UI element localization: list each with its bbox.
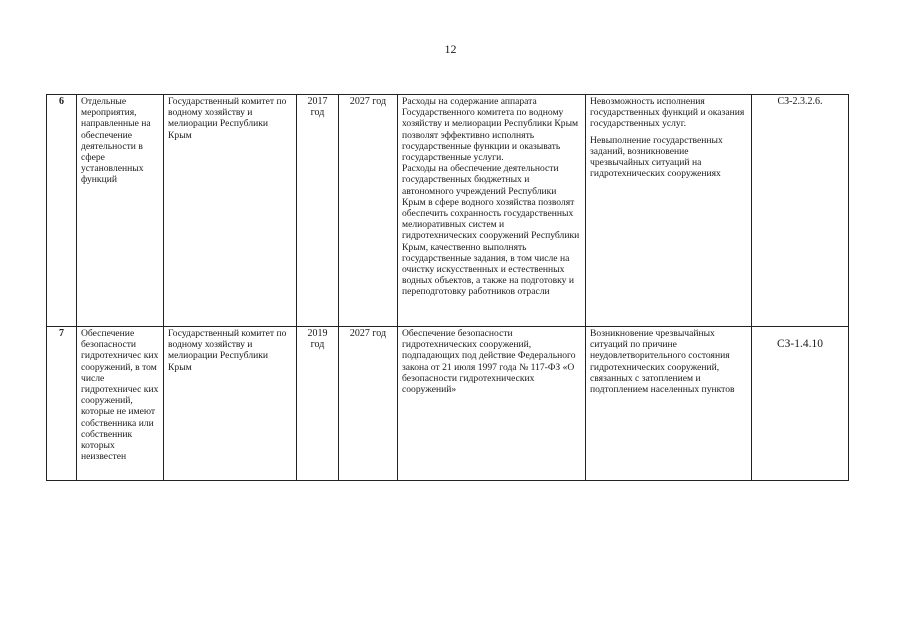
measure-name: Обеспечение безопасности гидротехничес ких сооружений, в том числе гидротехничес ких сооружений, которые не имеют собственника или собственник которых неизвестен [77, 327, 164, 481]
end-year: 2027 год [339, 95, 398, 327]
executor: Государственный комитет по водному хозяйству и мелиорации Республики Крым [164, 95, 297, 327]
table-row [47, 327, 849, 481]
executor: Государственный комитет по водному хозяйству и мелиорации Республики Крым [164, 327, 297, 481]
consequence-text: Возникновение чрезвычайных ситуаций по причине неудовлетворительного состояния гидротехнических сооружений, связанных с затоплением и подтоплением населенных пунктов [590, 328, 735, 396]
consequences [586, 327, 752, 481]
consequence-text: Невозможность исполнения государственных функций и оказания государственных услуг. [590, 96, 745, 130]
row-number: 6 [47, 95, 77, 327]
table-row [47, 95, 849, 327]
page-number: 12 [444, 42, 457, 56]
measures-table [46, 94, 849, 481]
expected-result-text: Расходы на содержание аппарата Государственного комитета по водному хозяйству и мелиорации Республики Крым позволят эффективно исполнять государственные функции и оказывать государственные услуги. Расходы на обеспечение деятельности государственных бюджетных и автономного учреждений Республики Крым в сфере водного хозяйства позволят обеспечить сохранность государственных мелиоративных систем и гидротехнических сооружений Республики Крым, качественно выполнять государственные задания, в том числе на очистку искусственных и естественных водных объектов, а также на подготовку и переподготовку работников отрасли [402, 96, 580, 298]
start-year: 2019 год [297, 327, 339, 481]
consequence-text: Невыполнение государственных заданий, возникновение чрезвычайных ситуаций на гидротехнических сооружениях [590, 134, 723, 180]
row-number: 7 [47, 327, 77, 481]
indicator-code: СЗ-1.4.10 [752, 327, 849, 481]
start-year: 2017 год [297, 95, 339, 327]
end-year: 2027 год [339, 327, 398, 481]
expected-result [398, 95, 586, 327]
indicator-code: СЗ-2.3.2.6. [752, 95, 849, 327]
expected-result: Обеспечение безопасности гидротехнических сооружений, подпадающих под действие Федерального закона от 21 июля 1997 года № 117-ФЗ «О безопасности гидротехнических сооружений» [398, 327, 586, 481]
consequences [586, 95, 752, 327]
measure-name: Отдельные мероприятия, направленные на обеспечение деятельности в сфере установленных функций [77, 95, 164, 327]
